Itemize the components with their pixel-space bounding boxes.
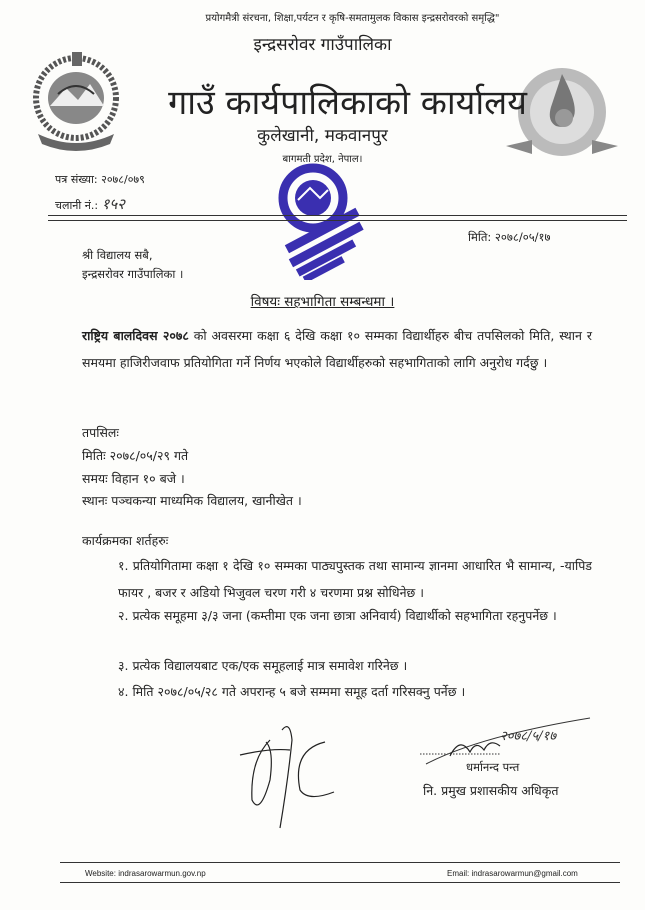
recipient-line-2: इन्द्रसरोवर गाउँपालिका । [82, 267, 184, 281]
conditions-heading: कार्यक्रमका शर्तहरुः [82, 533, 169, 548]
signatory-title: नि. प्रमुख प्रशासकीय अधिकृत [423, 783, 559, 798]
letter-date: मिति: २०७८/०५/१७ [468, 230, 551, 244]
condition-item: १. प्रतियोगितामा कक्षा १ देखि १० सम्मका पाठ्यपुस्तक तथा सामान्य ज्ञानमा आधारित भै सामान्य, -यापिड फायर , बजर र अडियो भिजुवल चरण गरी ४ चरणमा प्रश्न सोधिनेछ । [118, 558, 592, 600]
office-title: गाउँ कार्यपालिकाको कार्यालय [168, 83, 527, 123]
recipient-line-1: श्री विद्यालय सबै, [82, 248, 153, 262]
dispatch-number-row [55, 194, 125, 214]
municipality-name: इन्द्रसरोवर गाउँपालिका [253, 35, 392, 55]
condition-item: ४. मिति २०७८/०५/२८ गते अपरान्ह ५ बजे सम्ममा समूह दर्ता गरिसक्नु पर्नेछ । [118, 684, 466, 699]
letter-subject: विषयः सहभागिता सम्बन्धमा । [250, 294, 395, 310]
footer-divider-top [60, 862, 620, 863]
letterhead-tagline: प्रयोगमैत्री संरचना, शिक्षा,पर्यटन र कृषि-समतामुलक विकास इन्द्रसरोवरको समृद्धि" [205, 13, 500, 24]
condition-item: ३. प्रत्येक विद्यालयबाट एक/एक समूहलाई मात्र समावेश गरिनेछ । [118, 658, 408, 673]
footer-website: Website: indrasarowarmun.gov.np [85, 869, 206, 878]
header-divider [48, 215, 627, 216]
event-name: राष्ट्रिय बालदिवस २०७८ [82, 328, 189, 343]
office-province: बागमती प्रदेश, नेपाल। [282, 154, 363, 165]
signature-date: २०७८/५/१७ [500, 729, 557, 744]
details-place: स्थानः पञ्चकन्या माध्यमिक विद्यालय, खानीखेत । [82, 493, 302, 508]
letter-number: पत्र संख्या: २०७८/०७९ [55, 173, 145, 186]
footer-email: Email: indrasarowarmun@gmail.com [447, 869, 578, 878]
footer-divider-bottom [60, 882, 620, 883]
dispatch-label: चलानी नं.: [55, 199, 99, 212]
details-heading: तपसिलः [82, 425, 119, 440]
header-divider-thin [48, 220, 627, 221]
signatory-name: धर्मानन्द पन्त [466, 760, 520, 774]
body-paragraph [82, 322, 592, 376]
details-date: मितिः २०७८/०५/२९ गते [82, 448, 189, 463]
condition-item: २. प्रत्येक समूहमा ३/३ जना (कम्तीमा एक जना छात्रा अनिवार्य) विद्यार्थीको सहभागिता रहनुपर्नेछ । [118, 608, 557, 623]
dispatch-number: १५२ [101, 195, 125, 213]
body-text: को अवसरमा कक्षा ६ देखि कक्षा १० सम्मका विद्यार्थीहरु बीच तपसिलको मिति, स्थान र समयमा हाजिरीजवाफ प्रतियोगिता गर्ने निर्णय भएकोले विद्यार्थीहरुको सहभागिताको लागि अनुरोध गर्दछु । [82, 328, 592, 370]
office-location: कुलेखानी, मकवानपुर [257, 126, 388, 146]
initials-signature [230, 720, 340, 830]
details-time: समयः विहान १० बजे । [82, 471, 185, 486]
